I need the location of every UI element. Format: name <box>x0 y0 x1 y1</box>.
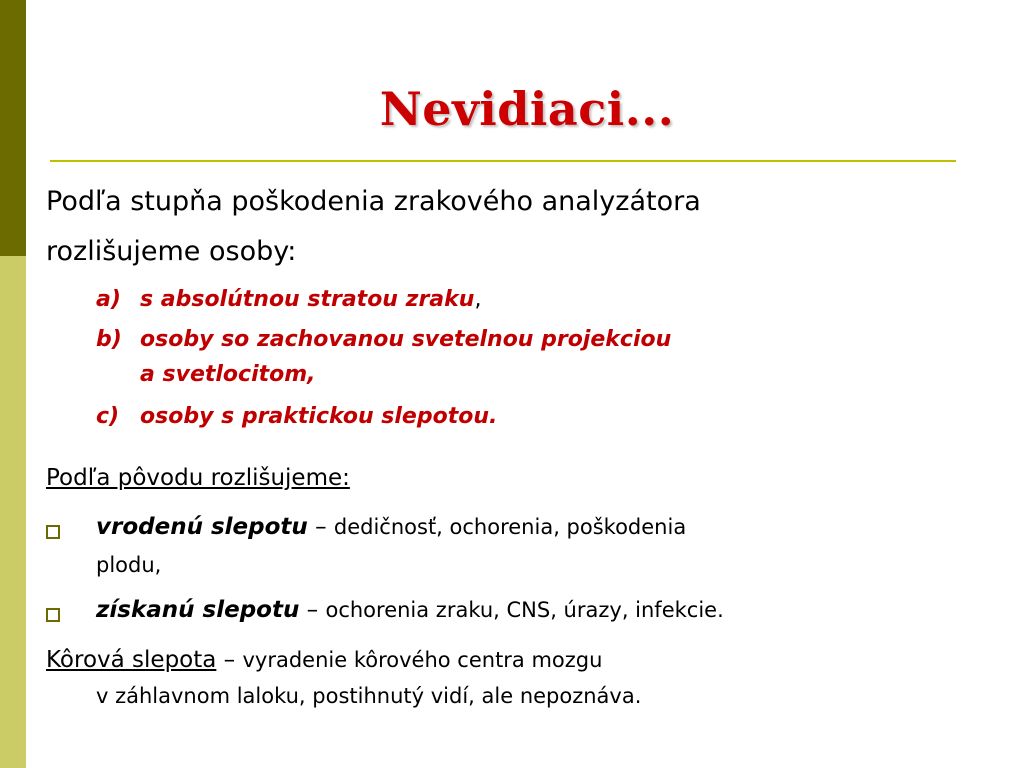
degree-item-b <box>96 327 671 352</box>
title-rule <box>50 160 956 162</box>
degree-suffix: , <box>474 287 482 312</box>
origin-desc: dedičnosť, ochorenia, poškodenia <box>333 515 687 539</box>
origin-dash: – <box>307 514 334 540</box>
origin-heading: Podľa pôvodu rozlišujeme: <box>46 465 350 491</box>
intro-line-2: rozlišujeme osoby: <box>46 236 297 267</box>
cortical-blindness <box>46 647 602 673</box>
degree-item-a <box>96 287 481 312</box>
cortical-desc: vyradenie kôrového centra mozgu <box>242 648 603 672</box>
degree-text: osoby s praktickou slepotou. <box>140 404 498 429</box>
cortical-blindness-cont: v záhlavnom laloku, postihnutý vidí, ale nepoznáva. <box>96 684 642 708</box>
intro-line-1: Podľa stupňa poškodenia zrakového analyzátora <box>46 186 701 217</box>
degree-item-b-cont: a svetlocitom, <box>140 362 316 387</box>
degree-label: b) <box>96 327 122 352</box>
degree-text: osoby so zachovanou svetelnou projekciou <box>140 327 672 352</box>
degree-item-c <box>96 404 497 429</box>
origin-item-acquired <box>96 597 724 623</box>
origin-item-congenital-cont: plodu, <box>96 553 162 577</box>
square-bullet-icon <box>46 525 60 539</box>
degree-label: a) <box>96 287 121 312</box>
degree-label: c) <box>96 404 120 429</box>
origin-term: vrodenú slepotu <box>96 514 308 540</box>
cortical-dash: – <box>216 647 243 673</box>
square-bullet-icon <box>46 608 60 622</box>
degree-text: s absolútnou stratou zraku <box>140 287 475 312</box>
left-bar-light <box>0 256 26 768</box>
cortical-term: Kôrová slepota <box>46 647 217 673</box>
origin-item-congenital <box>96 514 686 540</box>
origin-desc: ochorenia zraku, CNS, úrazy, infekcie. <box>325 598 724 622</box>
origin-term: získanú slepotu <box>96 597 300 623</box>
slide-title: Nevidiaci... <box>379 82 675 136</box>
origin-dash: – <box>299 597 326 623</box>
